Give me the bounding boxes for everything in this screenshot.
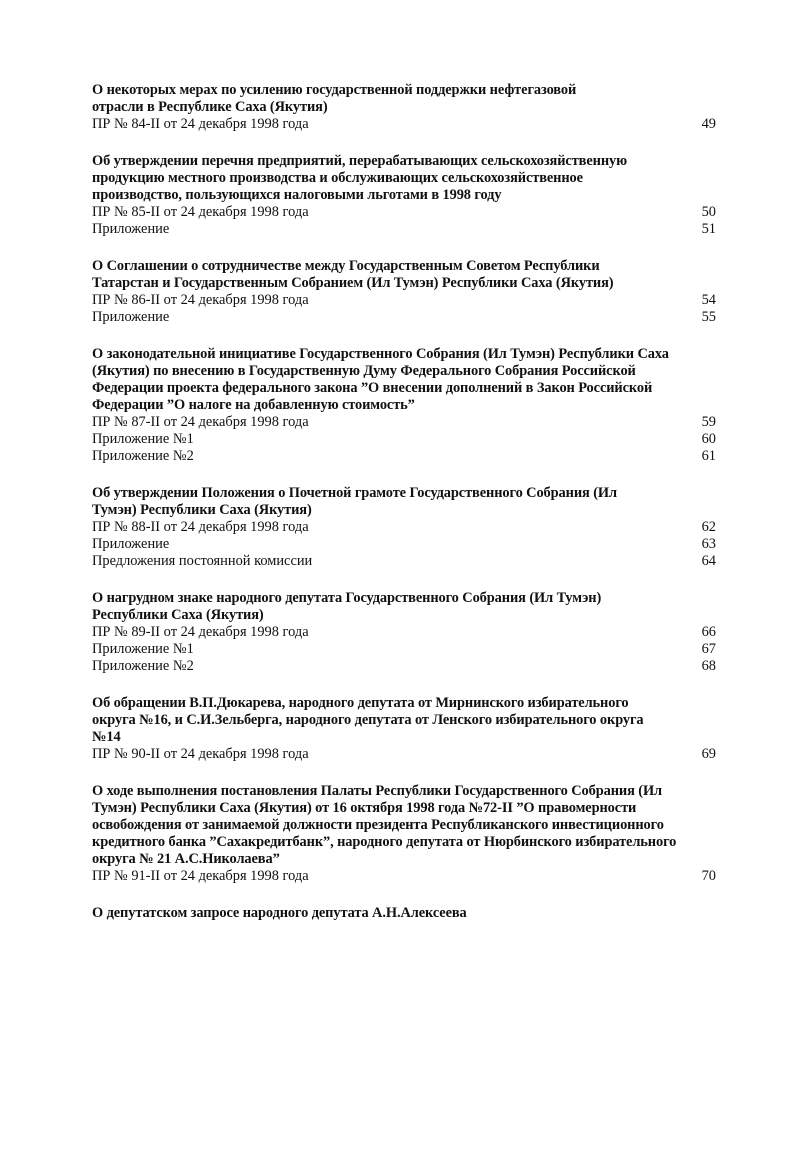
page-number: 51 xyxy=(701,221,716,237)
row-label: ПР № 90-II от 24 декабря 1998 года xyxy=(92,746,309,762)
row-label: Приложение №1 xyxy=(92,641,194,657)
entry-title: О некоторых мерах по усилению государственной поддержки нефтегазовой отрасли в Республике Саха (Якутия) xyxy=(92,82,577,115)
toc-entry xyxy=(92,153,716,238)
page-number: 59 xyxy=(701,414,716,430)
toc-entry xyxy=(92,695,716,763)
toc-entry xyxy=(92,258,716,326)
row-label: Приложение xyxy=(92,309,170,325)
table-of-contents xyxy=(92,82,716,940)
entry-row xyxy=(92,553,716,570)
entry-row xyxy=(92,448,716,465)
row-label: ПР № 86-II от 24 декабря 1998 года xyxy=(92,292,309,308)
toc-entry xyxy=(92,82,716,133)
entry-title: Об обращении В.П.Дюкарева, народного депутата от Мирнинского избирательного округа №16, и С.И.Зельберга, народного депутата от Ленского избирательного округа №14 xyxy=(92,695,644,745)
page-number: 50 xyxy=(701,204,716,220)
row-label: ПР № 87-II от 24 декабря 1998 года xyxy=(92,414,309,430)
row-label: ПР № 89-II от 24 декабря 1998 года xyxy=(92,624,309,640)
entry-row xyxy=(92,519,716,536)
entry-title: Об утверждении перечня предприятий, перерабатывающих сельскохозяйственную продукцию местного производства и обслуживающих сельскохозяйственное производство, пользующихся налоговыми льготами в 1998 году xyxy=(92,153,628,203)
toc-entry xyxy=(92,590,716,675)
row-label: Предложения постоянной комиссии xyxy=(92,553,313,569)
toc-entry xyxy=(92,346,716,465)
entry-row xyxy=(92,309,716,326)
toc-entry xyxy=(92,485,716,570)
toc-entry xyxy=(92,783,716,885)
page-number: 67 xyxy=(701,641,716,657)
row-label: ПР № 85-II от 24 декабря 1998 года xyxy=(92,204,309,220)
row-label: ПР № 91-II от 24 декабря 1998 года xyxy=(92,868,309,884)
entry-title: О ходе выполнения постановления Палаты Республики Государственного Собрания (Ил Тумэн) Республики Саха (Якутия) от 16 октября 1998 года №72-II ”О правомерности освобождения от занимаемой должности президента Республиканского инвестиционного кредитного банка ”Сахакредитбанк”, народного депутата от Нюрбинского избирательного округа № 21 А.С.Николаева” xyxy=(92,783,677,867)
page-number: 60 xyxy=(701,431,716,447)
row-label: Приложение xyxy=(92,536,170,552)
page-number: 62 xyxy=(701,519,716,535)
page-number: 55 xyxy=(701,309,716,325)
entry-title: Об утверждении Положения о Почетной грамоте Государственного Собрания (Ил Тумэн) Республики Саха (Якутия) xyxy=(92,485,617,518)
page-number: 66 xyxy=(701,624,716,640)
page-number: 64 xyxy=(701,553,716,569)
entry-row xyxy=(92,292,716,309)
page-number: 69 xyxy=(701,746,716,762)
page-number: 49 xyxy=(701,116,716,132)
entry-row xyxy=(92,536,716,553)
page-number: 63 xyxy=(701,536,716,552)
row-label: Приложение №2 xyxy=(92,448,194,464)
entry-row xyxy=(92,221,716,238)
toc-entry xyxy=(92,905,716,922)
page-number: 54 xyxy=(701,292,716,308)
entry-row xyxy=(92,868,716,885)
entry-title: О нагрудном знаке народного депутата Государственного Собрания (Ил Тумэн) Республики Саха (Якутия) xyxy=(92,590,602,623)
row-label: Приложение №2 xyxy=(92,658,194,674)
entry-row xyxy=(92,431,716,448)
row-label: ПР № 88-II от 24 декабря 1998 года xyxy=(92,519,309,535)
entry-row xyxy=(92,658,716,675)
row-label: Приложение xyxy=(92,221,170,237)
entry-row xyxy=(92,641,716,658)
page-number: 61 xyxy=(701,448,716,464)
entry-row xyxy=(92,204,716,221)
row-label: ПР № 84-II от 24 декабря 1998 года xyxy=(92,116,309,132)
entry-title: О депутатском запросе народного депутата А.Н.Алексеева xyxy=(92,905,467,921)
entry-row xyxy=(92,624,716,641)
entry-title: О Соглашении о сотрудничестве между Государственным Советом Республики Татарстан и Государственным Собранием (Ил Тумэн) Республики Саха (Якутия) xyxy=(92,258,614,291)
row-label: Приложение №1 xyxy=(92,431,194,447)
entry-row xyxy=(92,414,716,431)
page-number: 70 xyxy=(701,868,716,884)
entry-row xyxy=(92,746,716,763)
page-number: 68 xyxy=(701,658,716,674)
entry-row xyxy=(92,116,716,133)
entry-title: О законодательной инициативе Государственного Собрания (Ил Тумэн) Республики Саха (Якутия) по внесению в Государственную Думу Федерального Собрания Российской Федерации проекта федерального закона ”О внесении дополнений в Закон Российской Федерации ”О налоге на добавленную стоимость” xyxy=(92,346,669,413)
